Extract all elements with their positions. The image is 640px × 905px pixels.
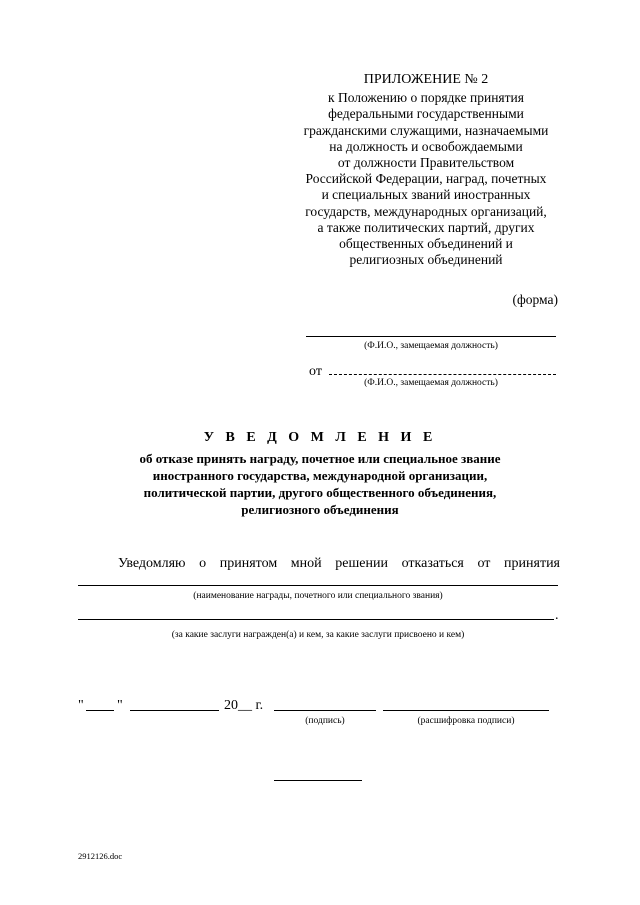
sender-line[interactable] — [329, 374, 556, 375]
appendix-title: ПРИЛОЖЕНИЕ № 2 — [363, 72, 489, 87]
notice-subtitle-line: об отказе принять награду, почетное или специальное звание — [139, 451, 501, 466]
appendix-line: Российской Федерации, наград, почетных — [305, 171, 547, 187]
notice-title: У В Е Д О М Л Е Н И Е — [203, 430, 437, 445]
form-label: (форма) — [512, 292, 558, 307]
appendix-line: государств, международных организаций, — [305, 203, 547, 219]
appendix-line: федеральными государственными — [328, 106, 524, 122]
notice-subtitle-line: религиозного объединения — [241, 502, 399, 517]
appendix-line: и специальных званий иностранных — [321, 187, 531, 203]
notice-subtitle-line: иностранного государства, международной организации, — [152, 468, 488, 483]
award-caption: (наименование награды, почетного или специального звания) — [193, 591, 443, 601]
appendix-line: общественных объединений и — [339, 236, 513, 252]
merit-caption: (за какие заслуги награжден(а) и кем, за какие заслуги присвоено и кем) — [171, 630, 465, 640]
appendix-line: на должность и освобождаемыми — [329, 138, 523, 154]
date-day-line[interactable] — [86, 710, 114, 711]
appendix-line: к Положению о порядке принятия — [328, 90, 524, 106]
merit-line-period: . — [555, 608, 559, 623]
award-line[interactable] — [78, 585, 558, 586]
notice-subtitle-line: политической партии, другого общественного объединения, — [143, 485, 497, 500]
appendix-line: гражданскими служащими, назначаемыми — [303, 122, 549, 138]
recipient-line[interactable] — [306, 336, 556, 337]
date-month-line[interactable] — [130, 710, 219, 711]
appendix-line: а также политических партий, других — [317, 219, 535, 235]
signature-decode-caption: (расшифровка подписи) — [417, 716, 515, 726]
separator-line — [274, 780, 362, 781]
merit-line[interactable] — [78, 619, 554, 620]
signature-line[interactable] — [274, 710, 376, 711]
recipient-caption: (Ф.И.О., замещаемая должность) — [364, 341, 498, 351]
notice-body-text: Уведомляю о принятом мной решении отказаться от принятия — [118, 556, 560, 571]
date-quote-open: " — [78, 698, 84, 713]
date-quote-close: " — [117, 698, 123, 713]
sender-caption: (Ф.И.О., замещаемая должность) — [364, 378, 498, 388]
appendix-line: религиозных объединений — [349, 252, 503, 268]
notice-subtitle — [90, 450, 550, 518]
document-filename: 2912126.doc — [78, 851, 123, 861]
from-label: от — [309, 364, 322, 379]
date-year: 20__ г. — [224, 698, 264, 713]
signature-decode-line[interactable] — [383, 710, 549, 711]
appendix-block — [280, 72, 572, 268]
appendix-line: от должности Правительством — [337, 155, 515, 171]
signature-caption: (подпись) — [305, 716, 345, 726]
